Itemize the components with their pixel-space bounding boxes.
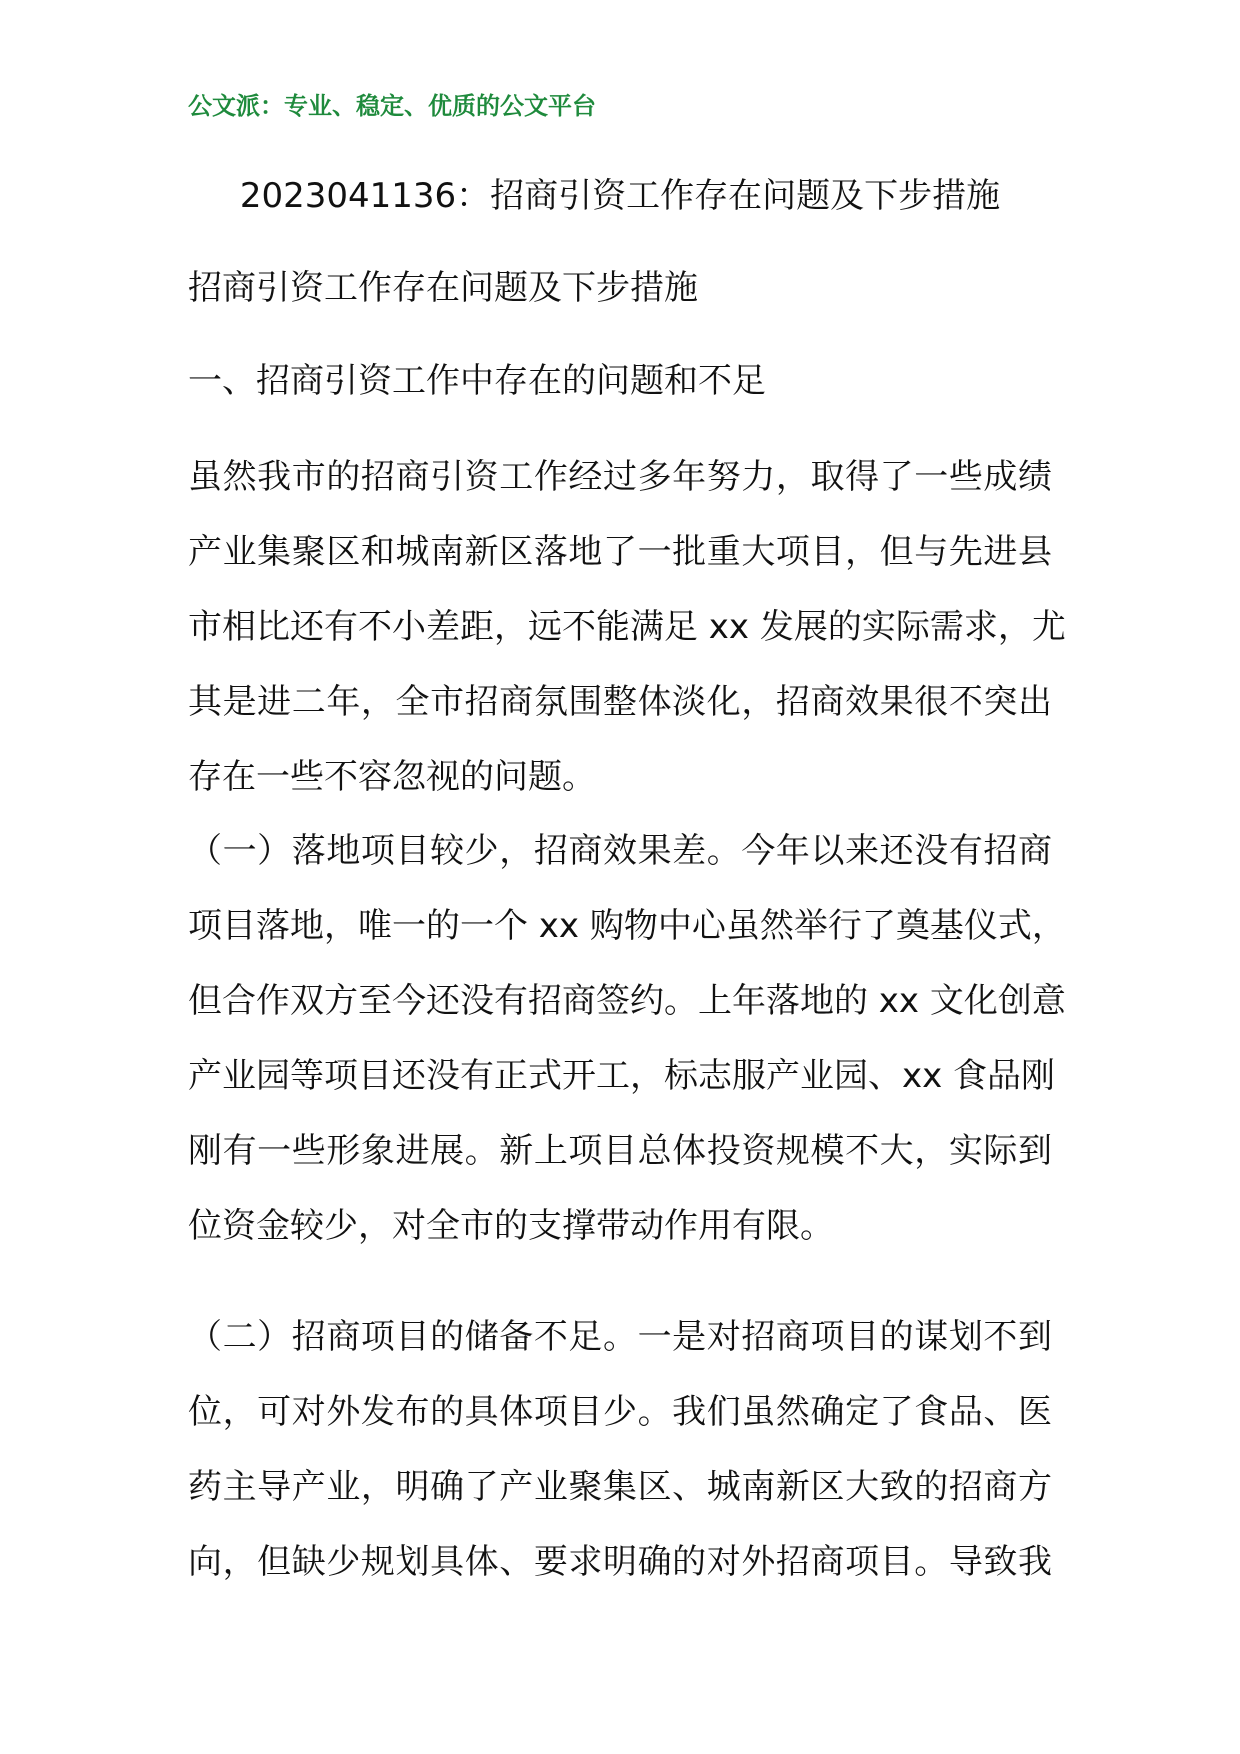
paragraph-line: 项目落地，唯一的一个 xx 购物中心虽然举行了奠基仪式， [188, 906, 1066, 946]
paragraph-line: 位资金较少，对全市的支撑带动作用有限。 [188, 1206, 834, 1246]
paragraph-line: 但合作双方至今还没有招商签约。上年落地的 xx 文化创意 [188, 981, 1066, 1021]
paragraph-line: 产业园等项目还没有正式开工，标志服产业园、xx 食品刚 [188, 1056, 1056, 1096]
paragraph-line: 向，但缺少规划具体、要求明确的对外招商项目。导致我 [188, 1542, 1052, 1582]
paragraph-line: 市相比还有不小差距，远不能满足 xx 发展的实际需求，尤 [188, 607, 1066, 647]
paragraph-intro [188, 440, 1066, 815]
paragraph-line: 产业集聚区和城南新区落地了一批重大项目，但与先进县 [188, 532, 1052, 572]
section-heading: 一、招商引资工作中存在的问题和不足 [188, 361, 766, 401]
paragraph-line: 刚有一些形象进展。新上项目总体投资规模不大，实际到 [188, 1131, 1052, 1171]
paragraph-line: 存在一些不容忽视的问题。 [188, 757, 596, 797]
paragraph-item-1 [188, 814, 1066, 1264]
site-banner: 公文派：专业、稳定、优质的公文平台 [188, 92, 596, 120]
paragraph-line: 位，可对外发布的具体项目少。我们虽然确定了食品、医 [188, 1392, 1052, 1432]
document-title: 2023041136：招商引资工作存在问题及下步措施 [239, 176, 1001, 216]
paragraph-line: 虽然我市的招商引资工作经过多年努力，取得了一些成绩 [188, 457, 1052, 497]
paragraph-line: 其是进二年，全市招商氛围整体淡化，招商效果很不突出 [188, 682, 1052, 722]
paragraph-line: （二）招商项目的储备不足。一是对招商项目的谋划不到 [188, 1317, 1052, 1357]
document-subtitle: 招商引资工作存在问题及下步措施 [188, 268, 698, 308]
paragraph-line: （一）落地项目较少，招商效果差。今年以来还没有招商 [188, 831, 1052, 871]
paragraph-item-2 [188, 1300, 1052, 1600]
paragraph-line: 药主导产业，明确了产业聚集区、城南新区大致的招商方 [188, 1467, 1052, 1507]
